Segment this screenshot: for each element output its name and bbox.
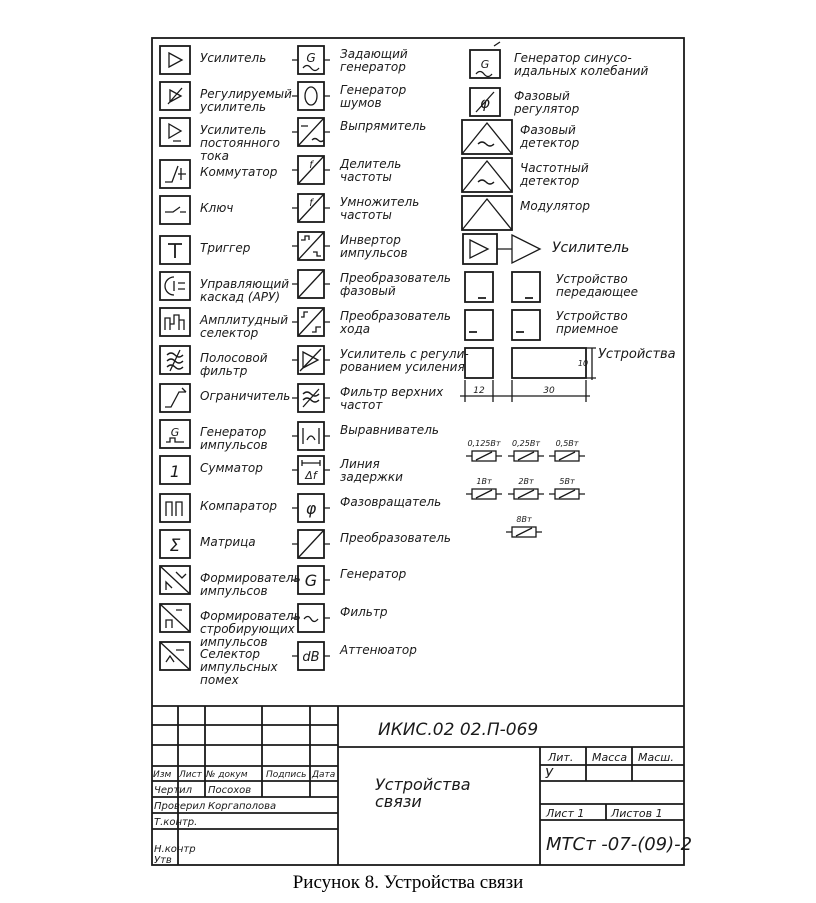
symbol-label: Инвертор импульсов bbox=[340, 233, 408, 260]
symbol-label: Генератор синусо-идальных колебаний bbox=[514, 51, 649, 78]
receive-device bbox=[465, 309, 628, 340]
org-code: МТСт -07-(09)-2 bbox=[546, 834, 693, 855]
title-block bbox=[152, 706, 692, 866]
doc-code: ИКИС.02 02.П-069 bbox=[378, 720, 539, 740]
stamp-role: Чертил bbox=[154, 785, 193, 796]
resistor-ratings bbox=[466, 439, 585, 537]
symbol-label: Коммутатор bbox=[200, 165, 278, 179]
symbol-label: Фазовый регулятор bbox=[514, 89, 580, 116]
symbol-filter bbox=[292, 604, 388, 632]
symbol-label: Матрица bbox=[200, 535, 256, 549]
transmit-device bbox=[465, 272, 638, 302]
symbol-label: Преобразователь bbox=[340, 531, 451, 545]
symbol-label: Фазовый детектор bbox=[520, 123, 580, 150]
symbol-label: Преобразователь фазовый bbox=[340, 271, 451, 298]
symbol-frequency-detector bbox=[462, 158, 589, 192]
stamp-role: Утв bbox=[154, 855, 172, 866]
device-label: Устройства bbox=[598, 347, 676, 362]
symbol-label: Фильтр верхних частот bbox=[340, 385, 444, 412]
symbol-label: Линия задержки bbox=[340, 457, 403, 484]
resistor-label: 0,25Вт bbox=[512, 439, 540, 448]
symbol-comparator bbox=[160, 494, 277, 522]
symbol-label: Частотный детектор bbox=[520, 161, 589, 188]
symbol-pulse-shaper bbox=[160, 566, 301, 598]
symbol-phase-regulator bbox=[470, 88, 580, 116]
dim-12: 12 bbox=[473, 386, 485, 396]
symbol-modulator bbox=[462, 196, 590, 230]
amplifier-label: Усилитель bbox=[552, 240, 630, 256]
symbol-glyph: dB bbox=[302, 650, 320, 665]
stamp-name: Посохов bbox=[208, 785, 252, 796]
symbol-label: Триггер bbox=[200, 241, 251, 255]
symbol-rectifier bbox=[292, 118, 426, 146]
symbol-label: Полосовой фильтр bbox=[200, 351, 268, 378]
symbol-glyph: G bbox=[480, 58, 490, 71]
symbol-glyph: φ bbox=[480, 94, 490, 112]
symbol-pulse-generator bbox=[160, 420, 268, 452]
stamp-name: Коргаполова bbox=[208, 801, 277, 812]
symbol-glyph: G bbox=[306, 51, 316, 65]
symbol-label: Делитель частоты bbox=[340, 157, 402, 184]
symbol-glyph: f bbox=[309, 160, 313, 171]
symbol-trigger bbox=[160, 236, 251, 264]
symbol-amplifier bbox=[160, 46, 266, 74]
symbol-label: Задающий генератор bbox=[340, 47, 408, 74]
symbol-label: Ограничитель bbox=[200, 389, 291, 403]
symbol-glyph: Δf bbox=[305, 469, 317, 482]
stamp-role: Н.контр bbox=[154, 844, 196, 855]
symbol-label: Умножитель частоты bbox=[340, 195, 420, 222]
sigma-glyph: Σ bbox=[169, 536, 181, 556]
symbol-delay-line bbox=[292, 456, 403, 484]
resistor-label: 1Вт bbox=[476, 477, 492, 486]
symbol-label: Выравниватель bbox=[340, 423, 439, 437]
symbol-sine-generator bbox=[470, 42, 648, 78]
stamp-column-header: Лист bbox=[179, 770, 202, 780]
symbol-label: Модулятор bbox=[520, 199, 590, 213]
dim-10: 10 bbox=[577, 359, 589, 368]
symbol-master-oscillator bbox=[292, 46, 408, 74]
stamp-column-header: Дата bbox=[312, 770, 336, 780]
symbol-glyph: G bbox=[304, 571, 318, 590]
stamp-role: Проверил bbox=[154, 801, 206, 812]
symbol-equalizer bbox=[292, 422, 439, 450]
symbol-label: Сумматор bbox=[200, 461, 263, 475]
lit-value: У bbox=[545, 767, 553, 782]
symbol-label: Преобразователь хода bbox=[340, 309, 451, 336]
stamp-role: Т.контр. bbox=[154, 817, 198, 828]
dim-30: 30 bbox=[543, 386, 555, 396]
symbol-label: Усилитель bbox=[200, 51, 267, 65]
symbol-label: Генератор импульсов bbox=[200, 425, 268, 452]
symbol-label: Регулируемый усилитель bbox=[200, 87, 292, 114]
stamp-column-header: Изм bbox=[153, 770, 172, 780]
symbol-label: Генератор bbox=[340, 567, 407, 581]
symbol-highpass-filter bbox=[292, 384, 444, 412]
device-dimensions bbox=[460, 347, 676, 402]
figure-caption: Рисунок 8. Устройства связи bbox=[292, 872, 524, 893]
symbol-bandpass-filter bbox=[160, 346, 268, 378]
stamp-column-header: № докум bbox=[206, 770, 248, 780]
symbol-label: Формирователь импульсов bbox=[200, 571, 301, 598]
symbol-phase-shifter bbox=[292, 494, 441, 522]
symbol-amplitude-selector bbox=[160, 308, 288, 340]
symbol-glyph: f bbox=[309, 198, 313, 209]
symbol-label: Компаратор bbox=[200, 499, 278, 513]
symbol-label: Усилитель постоянного тока bbox=[200, 123, 281, 163]
symbol-label: Аттенюатор bbox=[340, 643, 417, 657]
mass-header: Масса bbox=[592, 751, 628, 764]
symbol-generator bbox=[292, 566, 407, 594]
symbol-adjustable-amplifier bbox=[160, 82, 292, 114]
symbol-phase-detector bbox=[462, 120, 580, 154]
symbol-label: Генератор шумов bbox=[340, 83, 407, 110]
amplifier-chain bbox=[463, 234, 629, 264]
symbol-label: Фильтр bbox=[340, 605, 388, 619]
symbol-label: Селектор импульсных помех bbox=[200, 647, 278, 687]
resistor-label: 0,5Вт bbox=[555, 439, 579, 448]
symbol-agc-stage bbox=[160, 272, 289, 304]
sheet-number: Лист 1 bbox=[546, 807, 585, 820]
symbol-converter bbox=[292, 530, 451, 558]
transmit-label: Устройство передающее bbox=[556, 272, 639, 299]
resistor-label: 2Вт bbox=[518, 477, 534, 486]
symbol-legend bbox=[160, 42, 676, 687]
scale-header: Масш. bbox=[638, 751, 674, 764]
symbol-limiter bbox=[160, 384, 290, 412]
resistor-label: 8Вт bbox=[516, 515, 532, 524]
symbol-label: Усилитель с регули-рованием усиления bbox=[340, 347, 469, 374]
symbol-dc-amplifier bbox=[160, 118, 280, 163]
symbol-label: Амплитудный селектор bbox=[200, 313, 289, 340]
symbol-noise-generator bbox=[292, 82, 407, 110]
resistor-label: 0,125Вт bbox=[467, 439, 501, 448]
doc-title: Устройства связи bbox=[375, 775, 471, 811]
symbol-key bbox=[160, 196, 233, 224]
symbol-label: Фазовращатель bbox=[340, 495, 442, 509]
symbol-label: Ключ bbox=[200, 201, 234, 215]
receive-label: Устройство приемное bbox=[556, 309, 628, 336]
resistor-label: 5Вт bbox=[559, 477, 575, 486]
symbol-attenuator bbox=[292, 642, 417, 670]
symbol-label: Формирователь стробирующих импульсов bbox=[200, 609, 301, 649]
symbol-adder bbox=[160, 456, 263, 484]
symbol-pulse-inverter bbox=[292, 232, 408, 260]
symbol-label: Управляющий каскад (АРУ) bbox=[200, 277, 290, 304]
symbol-phase-converter bbox=[292, 270, 451, 298]
symbol-stroke-converter bbox=[292, 308, 451, 336]
sheet-count: Листов 1 bbox=[611, 807, 663, 820]
symbol-glyph: φ bbox=[305, 499, 317, 518]
symbol-matrix bbox=[160, 530, 256, 558]
stamp-column-header: Подпись bbox=[266, 770, 307, 780]
symbol-frequency-multiplier bbox=[292, 194, 419, 222]
symbol-label: Выпрямитель bbox=[340, 119, 427, 133]
sum-glyph: 1 bbox=[169, 462, 181, 481]
symbol-frequency-divider bbox=[292, 156, 401, 184]
symbol-controlled-amplifier bbox=[292, 346, 469, 374]
symbol-switch bbox=[160, 160, 278, 188]
lit-header: Лит. bbox=[548, 751, 574, 764]
gen-glyph: G bbox=[170, 426, 180, 439]
